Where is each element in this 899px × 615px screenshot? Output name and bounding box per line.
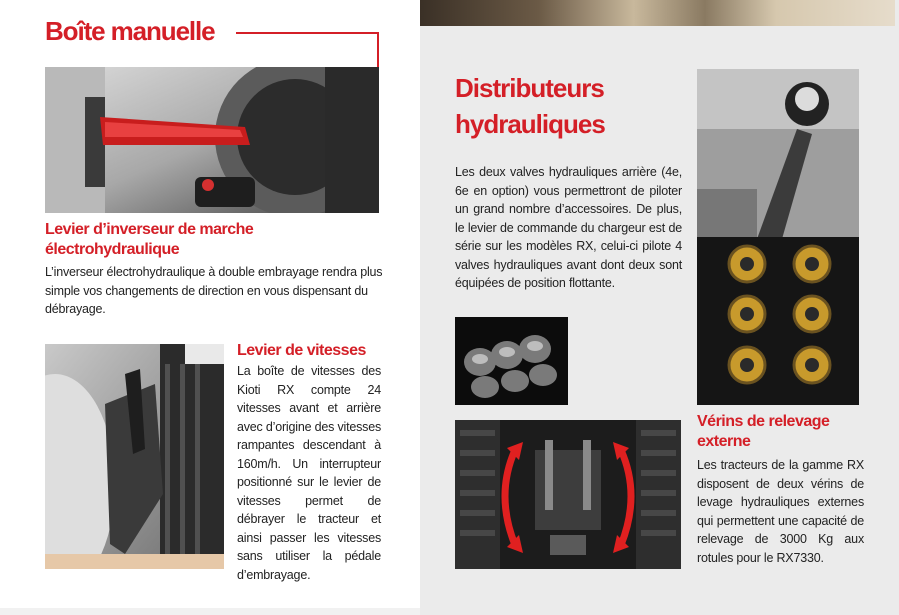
heading-inverseur-line2: électrohydraulique [45,241,180,258]
title-rule [236,32,379,34]
heading-verins-line2: externe [697,433,751,450]
heading-inverseur-line1: Levier d’inverseur de marche [45,221,254,238]
photo-gear-lever [45,344,224,569]
paragraph-verins: Les tracteurs de la gamme RX disposent de deux vérins de levage hydrauliques externes qui permettent une capacité de relevage de 3000 Kg aux rotules pour le RX7330. [697,458,864,565]
heading-verins-line1: Vérins de relevage [697,413,830,430]
top-photo-strip [420,0,895,26]
paragraph-distributeurs: Les deux valves hydrauliques arrière (4e, 6e en option) vous permettront de piloter un grand nombre d’accessoires. De plus, le levier de commande du chargeur est de série sur les modèles RX, celui-ci pilote 4 valves hydrauliques avant dont deux sont équipées de position flottante. [455,165,682,290]
paragraph-vitesses: La boîte de vitesses des Kioti RX compte 24 vitesses avant et arrière avec d’origine des vitesses rampantes descendant à 160m/h. Un interrupteur positionné sur le levier de vitesses permet de débrayer le tracteur et ainsi passer les vitesses sans utiliser la pédale d’embrayage. [237,364,381,582]
title-distributeurs-line1: Distributeurs [455,73,604,103]
heading-verins [697,412,877,452]
photo-valve-knobs [455,317,568,405]
section-title-boite-manuelle: Boîte manuelle [45,16,215,46]
title-distributeurs-line2: hydrauliques [455,109,605,139]
photo-inverseur-lever [45,67,379,213]
title-rule-vertical [377,32,379,68]
heading-vitesses: Levier de vitesses [237,342,366,359]
photo-joystick-couplers [697,69,859,405]
page-bottom-band [0,608,420,615]
photo-rear-lift [455,420,681,569]
section-title-distributeurs [455,70,685,142]
paragraph-inverseur: L’inverseur électrohydraulique à double embrayage rendra plus simple vos changements de direction en vous dispensant du débrayage. [45,265,383,316]
heading-inverseur [45,220,315,260]
